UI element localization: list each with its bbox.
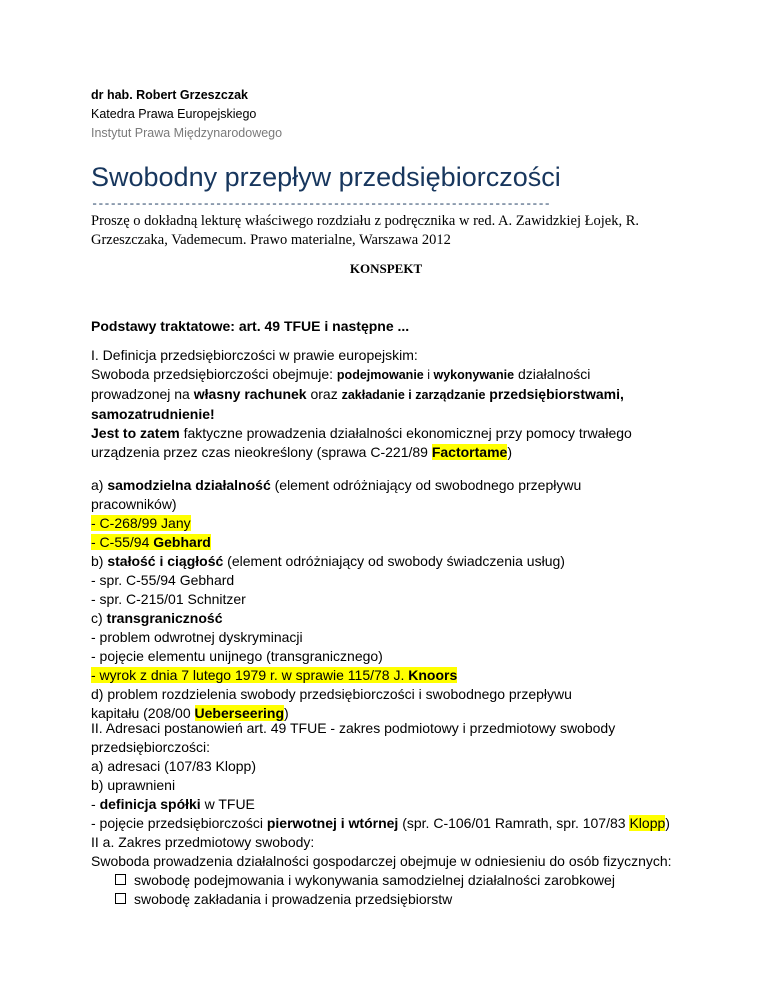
title-divider: -------------------------------------------------------------------------- (91, 197, 550, 211)
checkbox-icon (115, 893, 126, 904)
section-1: I. Definicja przedsiębiorczości w prawie europejskim: Swoboda przedsiębiorczości obejmuje: podejmowanie i wykonywanie działalności prowadzonej na własny rachunek oraz zakładanie i zarządzanie przedsiębiorstwami, samozatrudnienie! (91, 346, 691, 424)
section-1-heading: I. Definicja przedsiębiorczości w prawie europejskim: (91, 347, 418, 363)
header-block (91, 86, 691, 143)
criteria-list: a) samodzielna działalność (element odróżniający od swobodnego przepływu pracowników) - C-268/99 Jany - C-55/94 Gebhard b) stałość i ciągłość (element odróżniający od swobody świadczenia usług) - spr. C-55/94 Gebhard - spr. C-215/01 Schnitzer c) transgraniczność - problem odwrotnej dyskryminacji - pojęcie elementu unijnego (transgranicznego) - wyrok z dnia 7 lutego 1979 r. w sprawie 115/78 J. Knoors d) problem rozdzielenia swobody przedsiębiorczości i swobodnego przepływu kapitału (208/00 Ueberseering) (91, 477, 582, 721)
intro-paragraph: Proszę o dokładną lekturę właściwego rozdziału z podręcznika w red. A. Zawidzkiej Łojek, R. Grzeszczaka, Vademecum. Prawo materialne, Warszawa 2012 (91, 213, 639, 248)
case-jany: - C-268/99 Jany (91, 515, 191, 531)
department-name: Katedra Prawa Europejskiego (91, 107, 257, 121)
checkbox-icon (115, 874, 126, 885)
bullet-item: swobodę podejmowania i wykonywania samodzielnej działalności zarobkowej (91, 871, 731, 890)
institute-name: Instytut Prawa Międzynarodowego (91, 126, 283, 140)
page-title: Swobodny przepływ przedsiębiorczości (91, 162, 561, 192)
author-name: dr hab. Robert Grzeszczak (91, 88, 248, 102)
konspekt-heading: KONSPEKT (349, 261, 423, 276)
treaty-basis: Podstawy traktatowe: art. 49 TFUE i następne ... (91, 318, 410, 334)
freedom-scope: Swoboda prowadzenia działalności gospodarczej obejmuje w odniesieniu do osób fizycznych: swobodę podejmowania i wykonywania samodzielnej działalności zarobkowej swobodę zakładania i prowadzenia przedsiębiorstw (91, 852, 731, 909)
bullet-item: swobodę zakładania i prowadzenia przedsiębiorstw (91, 890, 731, 909)
section-2: II. Adresaci postanowień art. 49 TFUE - zakres podmiotowy i przedmiotowy swobody przedsiębiorczości: a) adresaci (107/83 Klopp) b) uprawnieni - definicja spółki w TFUE - pojęcie przedsiębiorczości pierwotnej i wtórnej (spr. C-106/01 Ramrath, spr. 107/83 Klopp) II a. Zakres przedmiotowy swobody: (91, 720, 670, 850)
definition-paragraph: Jest to zatem faktyczne prowadzenia działalności ekonomicznej przy pomocy trwałego urządzenia przez czas nieokreślony (sprawa C-221/89 Factortame) (91, 425, 632, 460)
